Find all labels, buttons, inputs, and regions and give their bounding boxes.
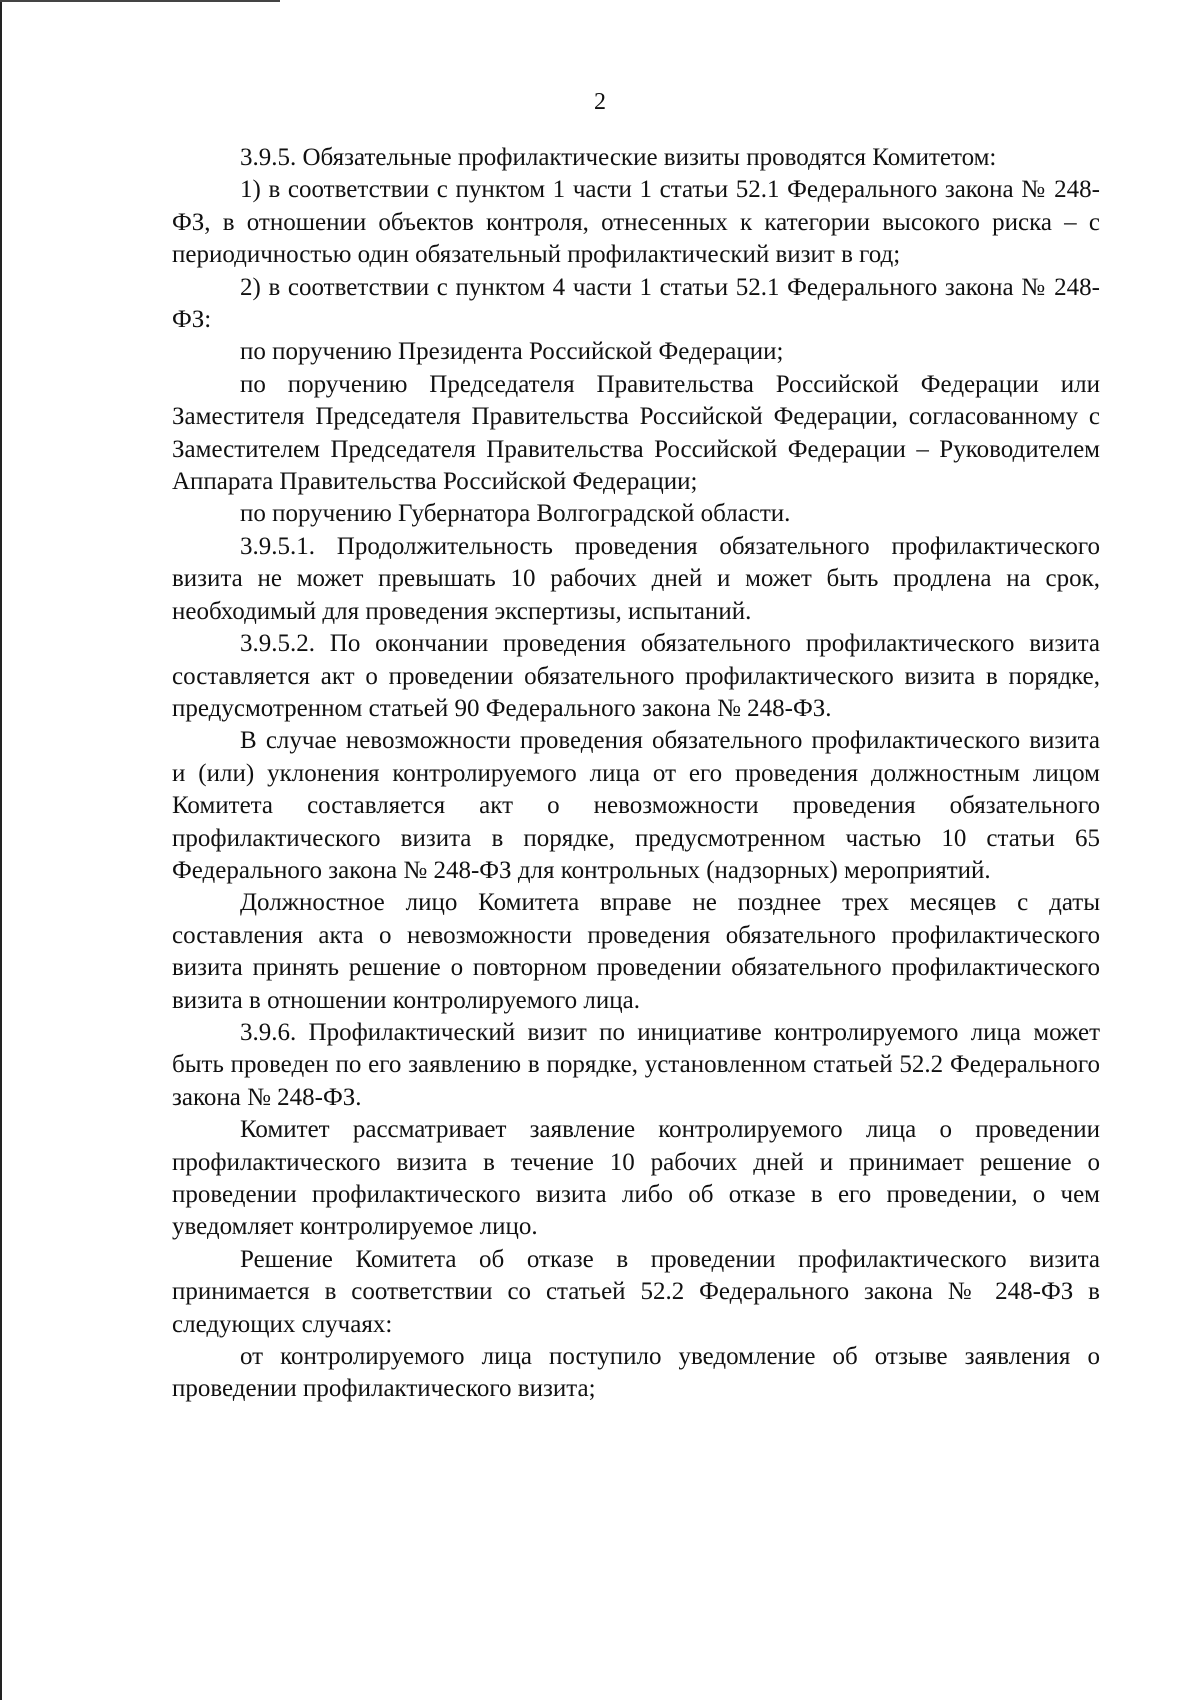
page-number: 2 — [594, 89, 606, 115]
paragraph-item-1: 1) в соответствии с пунктом 1 части 1 статьи 52.1 Федерального закона № 248-ФЗ, в отношении объектов контроля, отнесенных к категории высокого риска – с периодичностью один обязательный профилактический визит в год; — [172, 176, 1100, 269]
paragraph-3-9-5-1: 3.9.5.1. Продолжительность проведения обязательного профилактического визита не может превышать 10 рабочих дней и может быть продлена на срок, необходимый для проведения экспертизы, испытаний. — [172, 532, 1100, 625]
paragraph-3-9-6: 3.9.6. Профилактический визит по инициативе контролируемого лица может быть проведен по его заявлению в порядке, установленном статьей 52.2 Федерального закона № 248-ФЗ. — [172, 1018, 1100, 1111]
paragraph-withdrawal-notice: от контролируемого лица поступило уведомление об отзыве заявления о проведении профилактического визита; — [172, 1343, 1100, 1403]
paragraph-refusal-decision: Решение Комитета об отказе в проведении профилактического визита принимается в соответствии со статьей 52.2 Федерального закона № 248-ФЗ в следующих случаях: — [172, 1245, 1100, 1338]
paragraph-president-order: по поручению Президента Российской Федерации; — [240, 338, 784, 366]
paragraph-impossibility-act: В случае невозможности проведения обязательного профилактического визита и (или) уклонения контролируемого лица от его проведения должностным лицом Комитета составляется акт о невозможности проведения обязательного профилактического визита в порядке, предусмотренном частью 10 статьи 65 Федерального закона № 248-ФЗ для контрольных (надзорных) мероприятий. — [172, 727, 1100, 884]
paragraph-committee-review: Комитет рассматривает заявление контролируемого лица о проведении профилактического визита в течение 10 рабочих дней и принимает решение о проведении профилактического визита либо об отказе в его проведении, о чем уведомляет контролируемое лицо. — [172, 1116, 1100, 1241]
document-body — [172, 142, 1100, 1406]
paragraph-3-9-5-2: 3.9.5.2. По окончании проведения обязательного профилактического визита составляется акт о проведении обязательного профилактического визита в порядке, предусмотренном статьей 90 Федерального закона № 248-ФЗ. — [172, 630, 1100, 722]
paragraph-governor-order: по поручению Губернатора Волгоградской области. — [240, 500, 791, 528]
paragraph-chairman-order: по поручению Председателя Правительства Российской Федерации или Заместителя Председателя Правительства Российской Федерации, согласованному с Заместителем Председателя Правительства Российской Федерации – Руководителем Аппарата Правительства Российской Федерации; — [172, 370, 1100, 496]
paragraph-item-2: 2) в соответствии с пунктом 4 части 1 статьи 52.1 Федерального закона № 248-ФЗ: — [172, 273, 1100, 334]
scan-edge-top — [0, 0, 280, 2]
scan-edge-left — [0, 0, 2, 1700]
paragraph-3-9-5: 3.9.5. Обязательные профилактические визиты проводятся Комитетом: — [240, 144, 997, 171]
paragraph-repeat-visit: Должностное лицо Комитета вправе не позднее трех месяцев с даты составления акта о невозможности проведения обязательного профилактического визита принять решение о повторном проведении обязательного профилактического визита в отношении контролируемого лица. — [172, 889, 1100, 1014]
